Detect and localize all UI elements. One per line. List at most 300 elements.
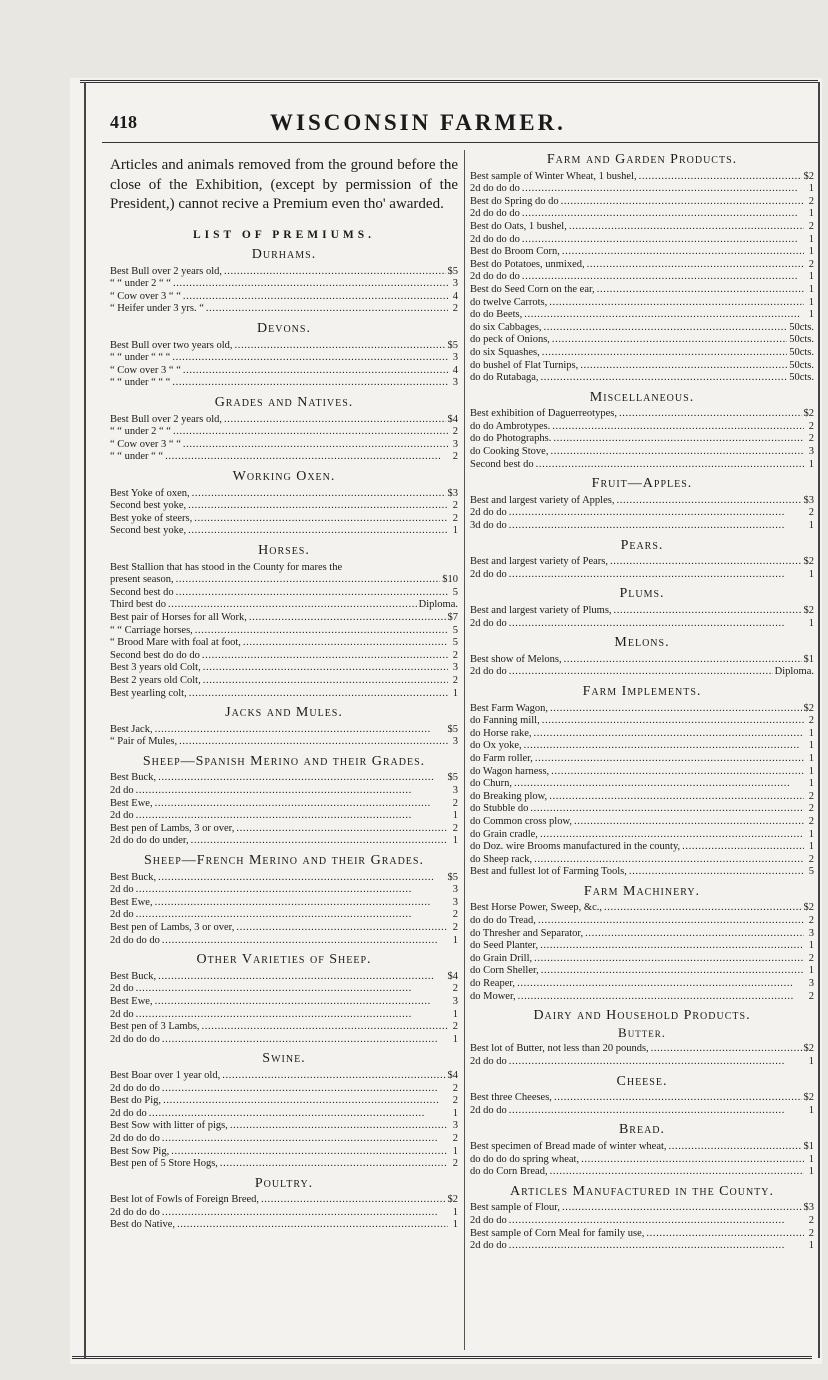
premium-row <box>470 965 814 978</box>
premium-row <box>110 1095 458 1108</box>
leader-dots <box>639 171 802 184</box>
premium-label: do Reaper, <box>470 978 516 990</box>
premium-row <box>470 259 814 272</box>
premium-label: “ “ Carriage horses, <box>110 624 193 636</box>
premium-row <box>110 1133 458 1146</box>
premium-row <box>110 587 458 600</box>
premium-label: Best Ewe, <box>110 995 153 1007</box>
leader-dots <box>206 303 448 316</box>
leader-dots <box>224 266 446 279</box>
premium-amount: 1 <box>452 525 458 537</box>
leader-dots <box>179 736 448 749</box>
premium-label: 2d do do <box>110 1107 147 1119</box>
list-heading: LIST OF PREMIUMS. <box>192 228 376 241</box>
left-sections <box>110 249 458 1232</box>
premium-amount: 3 <box>452 785 458 797</box>
leader-dots <box>202 1021 448 1034</box>
section-heading: Pears. <box>620 537 664 553</box>
premium-row <box>470 1202 814 1215</box>
premium-amount: 50cts. <box>789 372 814 384</box>
premium-amount: 3 <box>452 278 458 290</box>
premium-amount: 2 <box>452 1158 458 1170</box>
premium-amount: 5 <box>452 586 458 598</box>
header-rule <box>102 142 818 143</box>
premium-row <box>470 829 814 842</box>
premium-amount: 1 <box>808 778 814 790</box>
premium-amount: 3 <box>452 1120 458 1132</box>
leader-dots <box>535 753 804 766</box>
premium-amount: $5 <box>447 265 458 277</box>
leader-dots <box>136 810 448 823</box>
premium-label: Best and largest variety of Apples, <box>470 494 615 506</box>
leader-dots <box>619 408 802 421</box>
leader-dots <box>536 459 804 472</box>
premium-amount: $5 <box>447 871 458 883</box>
premium-label: Best show of Melons, <box>470 653 562 665</box>
premium-label: “ Cow over 3 “ “ <box>110 290 181 302</box>
leader-dots <box>136 909 448 922</box>
premium-row <box>470 715 814 728</box>
premium-amount: 1 <box>808 1056 814 1067</box>
premium-amount: $4 <box>447 970 458 982</box>
premium-amount: 3 <box>452 884 458 896</box>
right-sections <box>470 154 814 1253</box>
premium-label: 2d do <box>110 983 134 995</box>
section-heading: Melons. <box>614 635 670 651</box>
frame-right-rule <box>818 82 820 1358</box>
leader-dots <box>158 772 445 785</box>
premium-row <box>110 291 458 304</box>
premium-amount: 2 <box>808 195 814 207</box>
premium-label: do do Ambrotypes. <box>470 420 551 432</box>
premium-amount: 50cts. <box>789 359 814 371</box>
premium-label: do Grain cradle, <box>470 828 538 840</box>
leader-dots <box>183 291 448 304</box>
premium-amount: $5 <box>447 339 458 351</box>
premium-amount: 1 <box>808 568 814 580</box>
leader-dots <box>509 1056 804 1069</box>
leader-dots <box>136 785 448 798</box>
leader-dots <box>224 414 446 427</box>
premium-label: 2d do <box>110 909 134 921</box>
premium-amount: 2 <box>808 952 814 964</box>
premium-amount: 1 <box>452 934 458 946</box>
leader-dots <box>261 1194 445 1207</box>
premium-amount: 1 <box>808 283 814 295</box>
leader-dots <box>614 605 802 618</box>
premium-amount: 1 <box>452 1033 458 1045</box>
section-heading: Fruit—Apples. <box>591 476 693 492</box>
leader-dots <box>203 675 448 688</box>
premium-row <box>470 507 814 520</box>
leader-dots <box>183 365 448 378</box>
premium-amount: 2 <box>452 1021 458 1033</box>
premium-amount: 3 <box>808 927 814 939</box>
premium-label: 2d do do do <box>470 208 520 220</box>
leader-dots <box>669 1141 802 1154</box>
premium-amount: 3 <box>452 352 458 364</box>
premium-row <box>470 1105 814 1118</box>
leader-dots <box>524 740 804 753</box>
premium-amount: 1 <box>808 208 814 220</box>
premium-row <box>470 928 814 941</box>
section-heading: Farm Implements. <box>582 683 702 699</box>
premium-amount: $2 <box>803 1092 814 1104</box>
premium-row <box>470 1215 814 1228</box>
premium-amount: 2 <box>808 815 814 827</box>
premium-label: do do do do spring wheat, <box>470 1153 580 1165</box>
premium-amount: 3 <box>452 995 458 1007</box>
premium-row <box>110 1009 458 1022</box>
premium-label: 3d do do <box>470 520 507 532</box>
leader-dots <box>176 587 448 600</box>
premium-amount: 3 <box>452 896 458 908</box>
premium-row <box>110 365 458 378</box>
premium-label: Second best do <box>470 458 534 470</box>
premium-row <box>470 246 814 259</box>
premium-row <box>110 352 458 365</box>
premium-label: 2d do do <box>470 1214 507 1226</box>
premium-amount: 3 <box>452 736 458 748</box>
premium-label: Best Boar over 1 year old, <box>110 1069 221 1081</box>
premium-amount: 50cts. <box>789 346 814 358</box>
premium-label: Best pen of 3 Lambs, <box>110 1021 200 1033</box>
premium-label: Best do Broom Corn, <box>470 246 560 258</box>
premium-amount: 1 <box>808 458 814 470</box>
section-heading: Farm and Garden Products. <box>546 152 738 167</box>
section-heading: Horses. <box>258 542 310 558</box>
premium-row <box>110 922 458 935</box>
premium-label: do Doz. wire Brooms manufactured in the county, <box>470 841 681 853</box>
leader-dots <box>534 953 804 966</box>
section-heading: Miscellaneous. <box>589 389 695 405</box>
section-heading: Other Varieties of Sheep. <box>196 952 372 968</box>
premium-label: do bushel of Flat Turnips, <box>470 359 579 371</box>
premium-amount: 1 <box>808 617 814 629</box>
premium-row <box>470 1141 814 1154</box>
premium-label: Best Yoke of oxen, <box>110 487 190 499</box>
premium-row <box>470 284 814 297</box>
premium-row <box>110 488 458 501</box>
premium-row <box>110 1120 458 1133</box>
leader-dots <box>549 297 804 310</box>
premium-amount: 2 <box>452 303 458 315</box>
premium-amount: 1 <box>808 296 814 308</box>
premium-amount: 1 <box>808 309 814 321</box>
leader-dots <box>629 866 804 879</box>
premium-label: Best Sow Pig, <box>110 1145 170 1157</box>
leader-dots <box>509 520 804 533</box>
premium-amount: 4 <box>452 290 458 302</box>
premium-row <box>470 334 814 347</box>
leader-dots <box>552 421 804 434</box>
premium-amount: 3 <box>452 438 458 450</box>
leader-dots <box>136 983 448 996</box>
leader-dots <box>509 1105 804 1118</box>
premium-row <box>470 309 814 322</box>
premium-row <box>470 569 814 582</box>
premium-amount: 2 <box>452 1095 458 1107</box>
premium-amount: $1 <box>803 1140 814 1152</box>
leader-dots <box>192 488 446 501</box>
premium-amount: 1 <box>452 810 458 822</box>
premium-row <box>470 778 814 791</box>
premium-amount: $2 <box>447 1194 458 1206</box>
leader-dots <box>162 935 448 948</box>
premium-row <box>110 1146 458 1159</box>
frame-top-rule <box>80 80 818 83</box>
premium-label: 2d do do <box>470 1056 507 1067</box>
premium-row <box>470 666 814 679</box>
premium-amount: 2 <box>452 512 458 524</box>
leader-dots <box>530 803 804 816</box>
section-heading: Plums. <box>619 586 665 602</box>
section-heading: Farm Machinery. <box>583 883 701 899</box>
premium-row <box>110 340 458 353</box>
premium-label: Best Jack, <box>110 723 153 735</box>
premium-amount: 2 <box>808 990 814 1002</box>
leader-dots <box>562 246 804 259</box>
premium-label: Best do Potatoes, unmixed, <box>470 258 585 270</box>
premium-label: Best and fullest lot of Farming Tools, <box>470 866 627 878</box>
premium-row <box>110 439 458 452</box>
premium-amount: 2 <box>808 790 814 802</box>
premium-row <box>470 953 814 966</box>
premium-label: 2d do do <box>470 617 507 629</box>
premium-row <box>470 1228 814 1241</box>
premium-row <box>110 1021 458 1034</box>
section-heading: Sheep—Spanish Merino and their Grades. <box>142 753 426 769</box>
leader-dots <box>188 525 448 538</box>
leader-dots <box>549 791 804 804</box>
premium-row <box>470 940 814 953</box>
premium-label: Best exhibition of Daguerreotypes, <box>470 408 617 420</box>
leader-dots <box>236 922 448 935</box>
premium-label: do peck of Onions, <box>470 334 550 346</box>
premium-label: Best Farm Wagon, <box>470 702 548 714</box>
premium-label: do do Rutabaga, <box>470 372 539 384</box>
premium-label: 2d do do do <box>470 183 520 195</box>
leader-dots <box>534 854 804 867</box>
premium-amount: 2 <box>452 500 458 512</box>
premium-row <box>470 866 814 879</box>
premium-label: Best do Seed Corn on the ear, <box>470 283 595 295</box>
premium-amount: $3 <box>803 494 814 506</box>
premium-label: 2d do <box>110 1008 134 1020</box>
premium-amount: 1 <box>808 965 814 977</box>
premium-amount: 50cts. <box>789 321 814 333</box>
premium-row <box>110 599 458 612</box>
premium-label: Best sample of Corn Meal for family use, <box>470 1227 645 1239</box>
premium-label: “ Cow over 3 “ “ <box>110 364 181 376</box>
leader-dots <box>234 340 445 353</box>
page-number: 418 <box>110 112 137 132</box>
premium-amount: 1 <box>808 765 814 777</box>
premium-amount: 1 <box>808 233 814 245</box>
premium-amount: 3 <box>808 978 814 990</box>
premium-amount: $2 <box>803 408 814 420</box>
premium-label: 2d do do do <box>110 1082 160 1094</box>
premium-label: do do Beets, <box>470 309 523 321</box>
leader-dots <box>163 1095 448 1108</box>
premium-label: 2d do do do <box>110 1033 160 1045</box>
premium-amount: $1 <box>803 653 814 665</box>
premium-row <box>470 556 814 569</box>
premium-label: Best lot of Fowls of Foreign Breed, <box>110 1194 260 1206</box>
leader-dots <box>162 1133 448 1146</box>
leader-dots <box>172 377 448 390</box>
premium-label: Best pen of Lambs, 3 or over, <box>110 822 235 834</box>
premium-label: Best pen of 5 Store Hogs, <box>110 1158 218 1170</box>
premium-row <box>470 421 814 434</box>
leader-dots <box>173 278 448 291</box>
premium-row <box>110 637 458 650</box>
premium-row <box>110 414 458 427</box>
premium-amount: 2 <box>808 803 814 815</box>
premium-label: “ Brood Mare with foal at foot, <box>110 637 241 649</box>
premium-row <box>110 1158 458 1171</box>
premium-row <box>110 1083 458 1096</box>
premium-row <box>110 688 458 701</box>
premium-row <box>470 1043 814 1056</box>
leader-dots <box>176 574 441 587</box>
premium-amount: $2 <box>803 556 814 568</box>
premium-label: 2d do do <box>470 1104 507 1116</box>
leader-dots <box>172 352 448 365</box>
section-heading: Durhams. <box>251 247 317 263</box>
premium-label: 2d do do do under, <box>110 835 189 847</box>
leader-dots <box>171 1146 448 1159</box>
premium-amount: $2 <box>803 702 814 714</box>
premium-row <box>110 625 458 638</box>
premium-label: do Sheep rack, <box>470 853 533 865</box>
premium-label: 2d do <box>110 810 134 822</box>
leader-dots <box>585 928 804 941</box>
premium-row <box>470 322 814 335</box>
premium-label: 2d do do do <box>110 934 160 946</box>
premium-row <box>470 803 814 816</box>
premium-amount: 2 <box>808 433 814 445</box>
premium-row <box>470 1166 814 1179</box>
premium-label: do six Cabbages, <box>470 321 542 333</box>
leader-dots <box>581 1154 804 1167</box>
premium-row <box>470 618 814 631</box>
premium-row <box>470 1092 814 1105</box>
section-heading: Sheep—French Merino and their Grades. <box>144 853 424 869</box>
premium-label: 2d do do <box>470 568 507 580</box>
premium-row <box>110 662 458 675</box>
premium-amount: 2 <box>808 507 814 519</box>
premium-label: do Corn Sheller, <box>470 965 539 977</box>
premium-label: Best Buck, <box>110 970 157 982</box>
premium-amount: 3 <box>808 446 814 458</box>
leader-dots <box>597 284 804 297</box>
premium-label: “ Heifer under 3 yrs. “ <box>110 303 204 315</box>
premium-row <box>470 171 814 184</box>
leader-dots <box>230 1120 448 1133</box>
premium-row <box>110 724 458 737</box>
premium-amount: $10 <box>442 574 458 586</box>
leader-dots <box>517 978 804 991</box>
premium-row <box>470 978 814 991</box>
leader-dots <box>550 1166 804 1179</box>
premium-amount: 1 <box>808 740 814 752</box>
premium-row <box>110 823 458 836</box>
premium-row <box>470 605 814 618</box>
premium-amount: 1 <box>452 1008 458 1020</box>
premium-label: Best Buck, <box>110 871 157 883</box>
premium-row <box>110 650 458 663</box>
premium-label: do Mower, <box>470 990 516 1002</box>
premium-row <box>470 372 814 385</box>
premium-row <box>110 1219 458 1232</box>
leader-dots <box>651 1043 802 1056</box>
premium-amount: 2 <box>452 1082 458 1094</box>
leader-dots <box>168 599 417 612</box>
premium-label: do Grain Drill, <box>470 952 533 964</box>
premium-row <box>110 451 458 464</box>
premium-label: present season, <box>110 574 174 586</box>
premium-row <box>110 772 458 785</box>
premium-label: Best sample of Winter Wheat, 1 bushel, <box>470 170 637 182</box>
premium-row <box>110 884 458 897</box>
premium-row <box>110 574 458 587</box>
leader-dots <box>136 1009 448 1022</box>
leader-dots <box>550 703 802 716</box>
premium-amount: 1 <box>808 271 814 283</box>
premium-row <box>110 835 458 848</box>
premium-row <box>110 897 458 910</box>
premium-amount: 2 <box>808 853 814 865</box>
premium-row <box>110 303 458 316</box>
frame-left-rule <box>84 82 86 1358</box>
premium-label: Second best do <box>110 586 174 598</box>
premium-label: Best 2 years old Colt, <box>110 674 201 686</box>
premium-amount: 1 <box>452 687 458 699</box>
premium-row <box>110 785 458 798</box>
page-title: WISCONSIN FARMER. <box>270 110 566 135</box>
premium-row <box>110 810 458 823</box>
premium-row <box>470 703 814 716</box>
premium-label: Second best yoke, <box>110 525 187 537</box>
premium-label: Best specimen of Bread made of winter wheat, <box>470 1140 667 1152</box>
premium-amount: $3 <box>803 1202 814 1214</box>
leader-dots <box>604 902 802 915</box>
leader-dots <box>542 715 804 728</box>
premium-row <box>470 902 814 915</box>
leader-dots <box>136 884 448 897</box>
leader-dots <box>189 688 448 701</box>
premium-label: Best Horse Power, Sweep, &c., <box>470 902 602 914</box>
premium-label: Best and largest variety of Pears, <box>470 556 609 568</box>
leader-dots <box>552 334 787 347</box>
premium-amount: 1 <box>808 1166 814 1178</box>
premium-amount: 3 <box>452 377 458 389</box>
leader-dots <box>158 872 445 885</box>
premium-label: Best three Cheeses, <box>470 1092 552 1104</box>
leader-dots <box>569 221 804 234</box>
leader-dots <box>155 897 448 910</box>
premium-amount: 1 <box>452 1206 458 1218</box>
premium-label: Best Ewe, <box>110 797 153 809</box>
premium-row <box>470 459 814 472</box>
premium-label: do Wagon harness, <box>470 765 550 777</box>
premium-amount: 5 <box>452 637 458 649</box>
premium-label: 2d do do <box>470 666 507 678</box>
leader-dots <box>155 996 448 1009</box>
premium-amount: $5 <box>447 772 458 784</box>
premium-label: 2d do do do <box>470 233 520 245</box>
